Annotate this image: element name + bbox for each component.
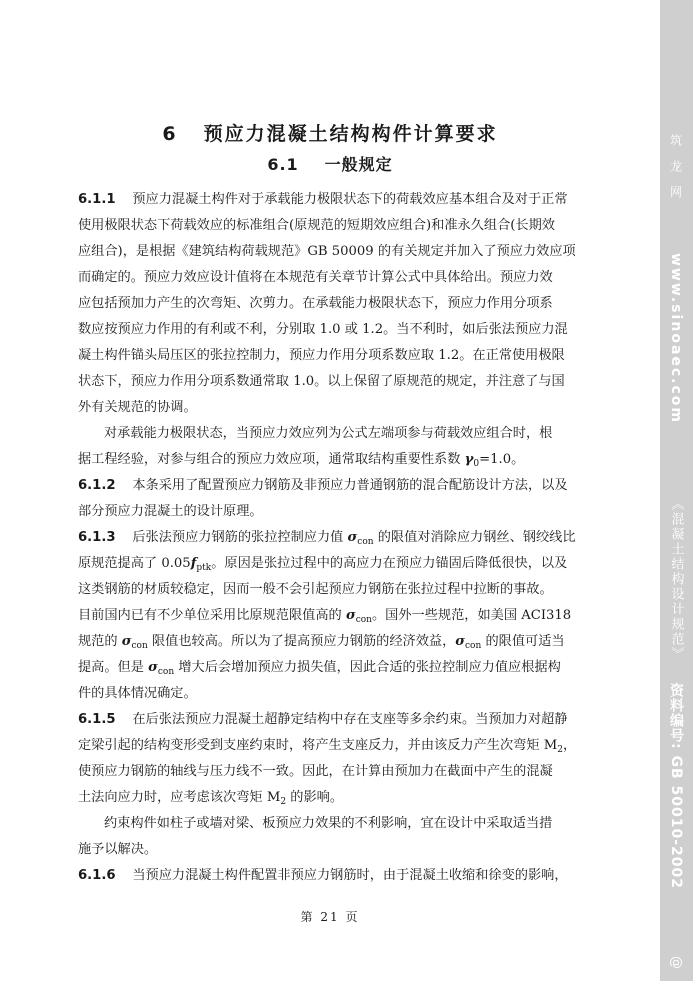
gamma-symbol: γ: [464, 452, 474, 467]
text-span: 增大后会增加预应力损失值，因此合适的张拉控制应力值应根据构: [174, 660, 561, 675]
text-line: [78, 447, 618, 473]
subscript: con: [465, 641, 482, 651]
subscript: 2: [557, 745, 563, 755]
section-number: 6.1: [267, 155, 299, 174]
sigma-symbol: σ: [121, 634, 132, 649]
text-span: 的限值对消除应力钢丝、钢绞线比: [373, 530, 576, 545]
sigma-symbol: σ: [347, 530, 358, 545]
text-line: 凝土构件锚头局压区的张拉控制力，预应力作用分项系数应取 1.2。在正常使用极限: [78, 348, 565, 363]
text-span: 原规范提高了 0.05: [78, 556, 191, 571]
text-line: 应组合)，是根据《建筑结构荷载规范》GB 50009 的有关规定并加入了预应力效应项: [78, 244, 576, 259]
sigma-symbol: σ: [345, 608, 356, 623]
subscript: con: [131, 641, 148, 651]
text-line: 状态下，预应力作用分项系数通常取 1.0。以上保留了原规范的规定，并注意了与国: [78, 374, 565, 389]
clause-number: 6.1.5: [78, 712, 116, 727]
text-span: 本条采用了配置预应力钢筋及非预应力普通钢筋的混合配筋设计方法，以及: [132, 478, 568, 493]
text-line: 这类钢筋的材质较稳定，因而一般不会引起预应力钢筋在张拉过程中拉断的事故。: [78, 582, 553, 597]
text-line: [78, 655, 618, 681]
text-span: 。原因是张拉过程中的高应力在预应力锚固后降低很快，以及: [211, 556, 568, 571]
text-line: [78, 785, 618, 811]
text-line: 施予以解决。: [78, 842, 158, 857]
text-line: [78, 603, 618, 629]
text-span: 的限值可适当: [481, 634, 565, 649]
text-span: 预应力混凝土构件对于承载能力极限状态下的荷载效应基本组合及对于正常: [132, 192, 568, 207]
sidebar-doc-title: 《混凝土结构设计规范》: [668, 497, 684, 662]
text-line: 约束构件如柱子或墙对梁、板预应力效果的不利影响，宜在设计中采取适当措: [104, 816, 553, 831]
text-span: 当预应力混凝土构件配置非预应力钢筋时，由于混凝土收缩和徐变的影响，: [132, 868, 568, 883]
text-span: 定梁引起的结构变形受到支座约束时，将产生支座反力，并由该反力产生次弯矩 M: [78, 738, 558, 753]
subscript: 0: [473, 459, 480, 469]
text-span: =1.0。: [479, 452, 525, 467]
text-line: 使预应力钢筋的轴线与压力线不一致。因此，在计算由预加力在截面中产生的混凝: [78, 764, 553, 779]
sigma-symbol: σ: [455, 634, 466, 649]
text-line: [78, 525, 618, 551]
chapter-number: 6: [162, 123, 178, 145]
clause-number: 6.1.1: [78, 192, 116, 207]
text-line: [78, 473, 618, 499]
section-title: [0, 152, 660, 175]
text-line: 数应按预应力作用的有利或不利，分别取 1.0 或 1.2。当不利时，如后张法预应力混: [78, 322, 568, 337]
page-number: 第 21 页: [300, 910, 360, 924]
text-span: 后张法预应力钢筋的张拉控制应力值: [132, 530, 348, 545]
text-span: 限值也较高。所以为了提高预应力钢筋的经济效益，: [147, 634, 456, 649]
section-title-text: 一般规定: [324, 155, 393, 174]
text-line: [78, 551, 618, 577]
text-span: 土法向应力时，应考虑该次弯矩 M: [78, 790, 281, 805]
clause-number: 6.1.6: [78, 868, 116, 883]
text-line: [78, 863, 618, 889]
subscript: con: [355, 615, 372, 625]
text-line: [78, 629, 618, 655]
text-line: 部分预应力混凝土的设计原理。: [78, 504, 263, 519]
text-span: 的影响。: [286, 790, 344, 805]
text-line: [78, 187, 618, 213]
text-span: 规范的: [78, 634, 122, 649]
sidebar-url: www.sinoaec.com: [668, 253, 684, 425]
subscript: con: [357, 537, 374, 547]
chapter-title-text: 预应力混凝土结构构件计算要求: [203, 123, 498, 145]
clause-number: 6.1.3: [78, 530, 116, 545]
watermark-sidebar: [660, 0, 693, 981]
sidebar-at-symbol: @: [668, 956, 684, 969]
subscript: 2: [280, 797, 287, 807]
text-span: 。国外一些规范，如美国 ACI318: [371, 608, 572, 623]
text-line: 而确定的。预应力效应设计值将在本规范有关章节计算公式中具体给出。预应力效: [78, 270, 553, 285]
text-line: 件的具体情况确定。: [78, 686, 197, 701]
chapter-title: [0, 119, 660, 146]
text-span: ，: [563, 738, 577, 753]
sidebar-doc-code: 资料编号: GB 50010-2002: [668, 683, 684, 889]
text-span: 据工程经验，对参与组合的预应力效应项，通常取结构重要性系数: [78, 452, 465, 467]
text-line: 对承载能力极限状态，当预应力效应列为公式左端项参与荷载效应组合时，根: [104, 426, 553, 441]
text-line: 外有关规范的协调。: [78, 400, 197, 415]
subscript: con: [157, 667, 175, 677]
text-span: 在后张法预应力混凝土超静定结构中存在支座等多余约束。当预加力对超静: [132, 712, 568, 727]
text-span: 目前国内已有不少单位采用比原规范限值高的: [78, 608, 346, 623]
text-line: [78, 707, 618, 733]
clause-number: 6.1.2: [78, 478, 116, 493]
text-line: 应包括预加力产生的次弯矩、次剪力。在承载能力极限状态下，预应力作用分项系: [78, 296, 553, 311]
sidebar-site-name: 筑 龙 网: [668, 134, 683, 203]
text-line: 使用极限状态下荷载效应的标准组合(原规范的短期效应组合)和准永久组合(长期效: [78, 218, 555, 233]
text-line: [78, 733, 618, 759]
f-symbol: f: [190, 556, 197, 571]
text-span: 提高。但是: [78, 660, 149, 675]
sigma-symbol: σ: [148, 660, 158, 675]
subscript: ptk: [196, 563, 212, 573]
